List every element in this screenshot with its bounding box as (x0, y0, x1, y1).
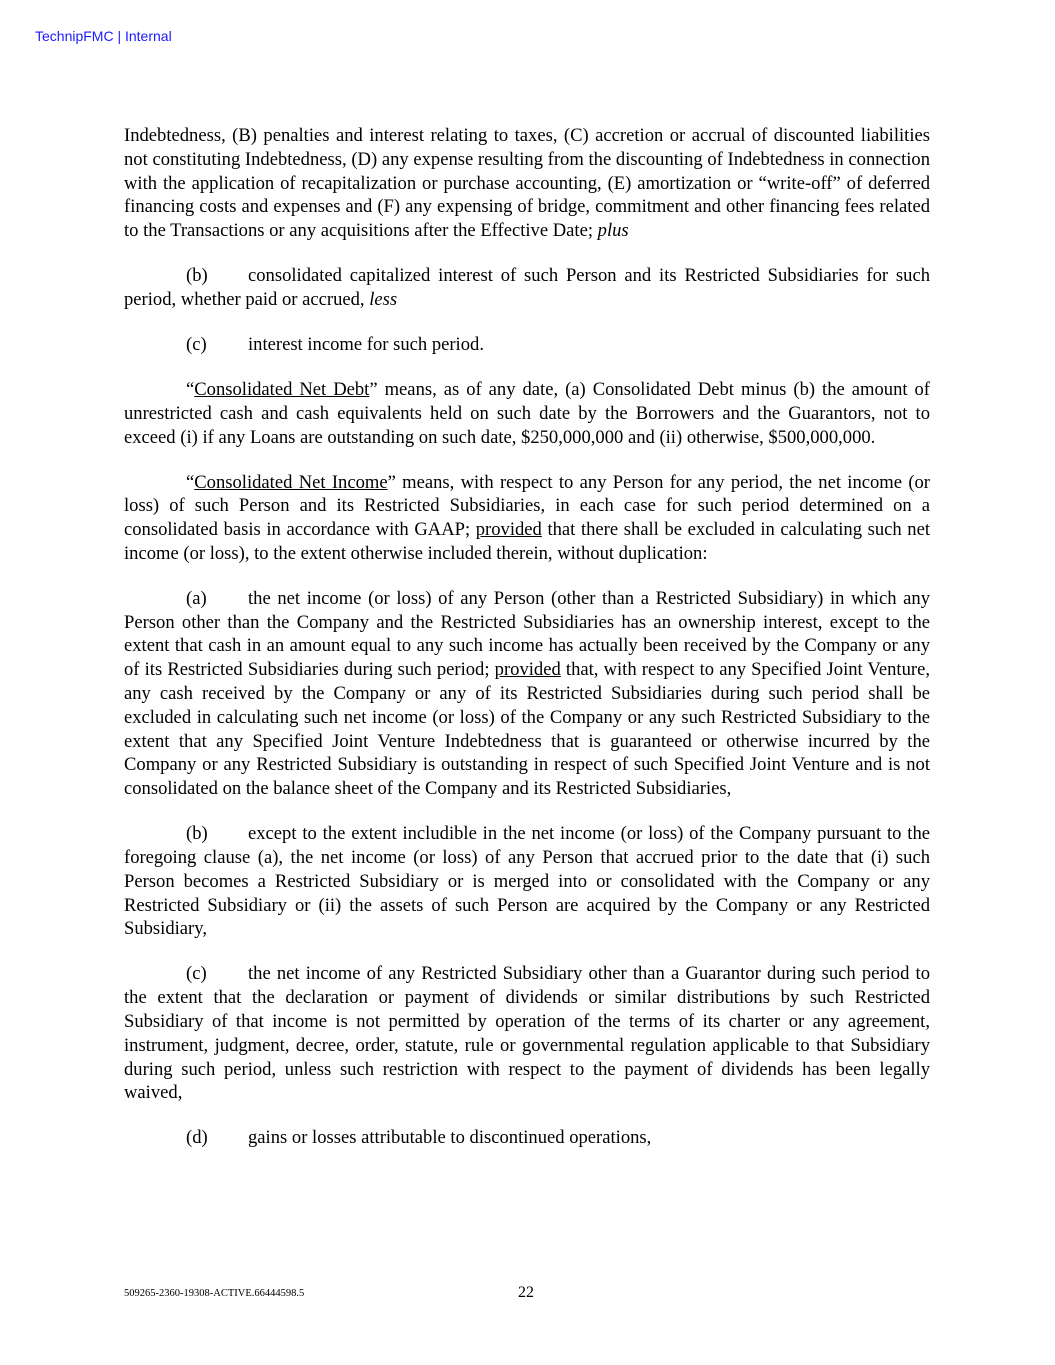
quote: “ (186, 471, 195, 493)
definition-text: ” means, with respect to any Person for any period, the net income (or loss) of such Person and its Restricted Subsidiaries, in each case for such period determined on a consolidated basis in accordance with GAAP; (124, 471, 930, 541)
classification-label: TechnipFMC | Internal (35, 28, 172, 44)
defined-term: Consolidated Net Income (194, 471, 388, 493)
defined-term: Consolidated Net Debt (194, 378, 370, 400)
clause-b (124, 264, 930, 312)
underlined-text: provided (494, 659, 561, 681)
clause-text: except to the extent includible in the net income (or loss) of the Company pursuant to the foregoing clause (a), the net income (or loss) of any Person that accrued prior to the date that (i) such Person becomes a Restricted Subsidiary or is merged into or consolidated with the Company or any Restricted Subsidiary or (ii) the assets of such Person are acquired by the Company or any Restricted Subsidiary, (124, 823, 930, 940)
definition-consolidated-net-income (124, 471, 930, 566)
clause-text: interest income for such period. (248, 333, 484, 355)
clause-text: the net income of any Restricted Subsidiary other than a Guarantor during such period to the extent that the declaration or payment of dividends or similar distributions by such Restricted Subsidiary of that income is not permitted by operation of the terms of its charter or any agreement, instrument, judgment, decree, order, statute, rule or governmental regulation applicable to that Subsidiary during such period, unless such restriction with respect to the payment of dividends has been legally waived, (124, 963, 930, 1104)
document-id: 509265-2360-19308-ACTIVE.66444598.5 (124, 1288, 305, 1299)
clause-label: (b) (186, 265, 208, 287)
clause-text: that, with respect to any Specified Joint Venture, any cash received by the Company or any of its Restricted Subsidiaries during such period shall be excluded in calculating such net income (or loss) of the Company or any such Restricted Subsidiary to the extent that any Specified Joint Venture Indebtedness that is guaranteed or otherwise incurred by the Company or any Restricted Subsidiary is outstanding in respect of such Specified Joint Venture and is not consolidated on the balance sheet of the Company and its Restricted Subsidiaries, (124, 659, 930, 800)
clause-d (124, 1126, 930, 1150)
document-body (124, 124, 930, 1171)
clause-text: gains or losses attributable to discontinued operations, (248, 1127, 652, 1149)
clause-label: (c) (186, 963, 207, 985)
italic-text: less (369, 288, 398, 310)
paragraph-text: Indebtedness, (B) penalties and interest relating to taxes, (C) accretion or accrual of discounted liabilities not constituting Indebtedness, (D) any expense resulting from the discounting of Indebtedness in connection with the application of recapitalization or purchase accounting, (E) amortization or “write-off” of deferred financing costs and expenses and (F) any expensing of bridge, commitment and other financing fees related to the Transactions or any acquisitions after the Effective Date; (124, 125, 930, 242)
definition-text: ” means, as of any date, (a) Consolidated Debt minus (b) the amount of unrestricted cash and cash equivalents held on such date by the Borrowers and the Guarantors, not to exceed (i) if any Loans are outstanding on such date, $250,000,000 and (ii) otherwise, $500,000,000. (124, 378, 931, 448)
clause-label: (b) (186, 823, 208, 845)
clause-a (124, 587, 930, 801)
definition-consolidated-net-debt (124, 378, 930, 449)
clause-label: (a) (186, 587, 207, 609)
clause-label: (c) (186, 333, 207, 355)
quote: “ (186, 378, 195, 400)
clause-b (124, 822, 930, 941)
clause-c (124, 962, 930, 1105)
underlined-text: provided (475, 519, 542, 541)
definition-text: that there shall be excluded in calculating such net income (or loss), to the extent otherwise included therein, without duplication: (124, 519, 931, 564)
clause-c (124, 333, 930, 357)
clause-text: consolidated capitalized interest of such Person and its Restricted Subsidiaries for such period, whether paid or accrued, (124, 265, 930, 310)
clause-text: the net income (or loss) of any Person (other than a Restricted Subsidiary) in which any Person other than the Company and the Restricted Subsidiaries has an ownership interest, except to the extent that cash in an amount equal to any such income has actually been received by the Company or any of its Restricted Subsidiaries during such period; (124, 587, 930, 681)
page-number: 22 (518, 1284, 534, 1301)
clause-label: (d) (186, 1127, 208, 1149)
paragraph (124, 124, 930, 243)
italic-text: plus (597, 220, 629, 242)
